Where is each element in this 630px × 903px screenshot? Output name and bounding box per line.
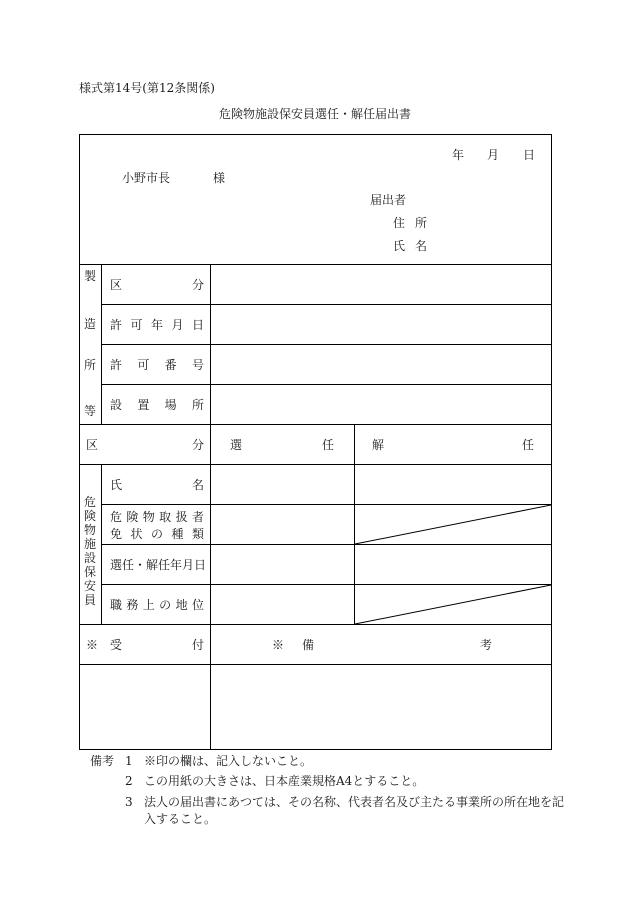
date-month-label: 月 bbox=[487, 148, 500, 162]
facility-row-permit-date: 許 可 年 月 日 bbox=[110, 318, 204, 332]
officer-row-license-line1: 危 険 物 取 扱 者 bbox=[110, 510, 204, 524]
officer-row-dates: 選任・解任年月日 bbox=[110, 558, 207, 572]
note-1-text: ※印の欄は、記入しないこと。 bbox=[144, 754, 313, 768]
officer-row-name: 氏 名 bbox=[110, 478, 204, 492]
honorific: 様 bbox=[213, 171, 226, 185]
officer-row-position: 職 務 上 の 地 位 bbox=[110, 598, 204, 612]
officer-row-license-line2: 免 状 の 種 類 bbox=[110, 527, 204, 541]
addressee: 小野市長 bbox=[122, 171, 171, 185]
date-day-label: 日 bbox=[523, 148, 536, 162]
name-label: 氏 名 bbox=[393, 239, 427, 253]
facility-group-char-4: 等 bbox=[84, 404, 97, 418]
applicant-label: 届出者 bbox=[370, 193, 407, 207]
address-label: 住 所 bbox=[393, 216, 427, 230]
note-2-num: 2 bbox=[125, 774, 133, 788]
note-2-text: この用紙の大きさは、日本産業規格A4とすること。 bbox=[144, 774, 425, 788]
note-3-text-cont: 入すること。 bbox=[144, 812, 217, 826]
facility-row-category: 区 分 bbox=[110, 278, 204, 292]
facility-row-permit-number: 許 可 番 号 bbox=[110, 358, 204, 372]
facility-group-char-2: 造 bbox=[84, 317, 97, 331]
form-title: 危険物施設保安員選任・解任届出書 bbox=[219, 107, 412, 121]
date-year-label: 年 bbox=[452, 148, 465, 162]
notes-heading: 備考 bbox=[90, 754, 115, 768]
form-number: 様式第14号(第12条関係) bbox=[79, 81, 215, 95]
column-dismissal: 解 任 bbox=[372, 438, 534, 452]
facility-row-location: 設 置 場 所 bbox=[110, 398, 204, 412]
officer-group-label: 危険物施設保安員 bbox=[83, 495, 96, 608]
note-1-num: 1 bbox=[125, 754, 133, 768]
remarks-header: ※ 備 考 bbox=[272, 638, 493, 652]
note-3-text: 法人の届出書にあつては、その名称、代表者名及び主たる事業所の所在地を記 bbox=[144, 795, 565, 809]
facility-group-char-1: 製 bbox=[84, 269, 97, 283]
facility-group-char-3: 所 bbox=[84, 358, 97, 372]
column-category: 区 分 bbox=[86, 438, 204, 452]
receipt-header: ※ 受 付 bbox=[86, 638, 204, 652]
note-3-num: 3 bbox=[125, 795, 133, 809]
column-appointment: 選 任 bbox=[230, 438, 334, 452]
